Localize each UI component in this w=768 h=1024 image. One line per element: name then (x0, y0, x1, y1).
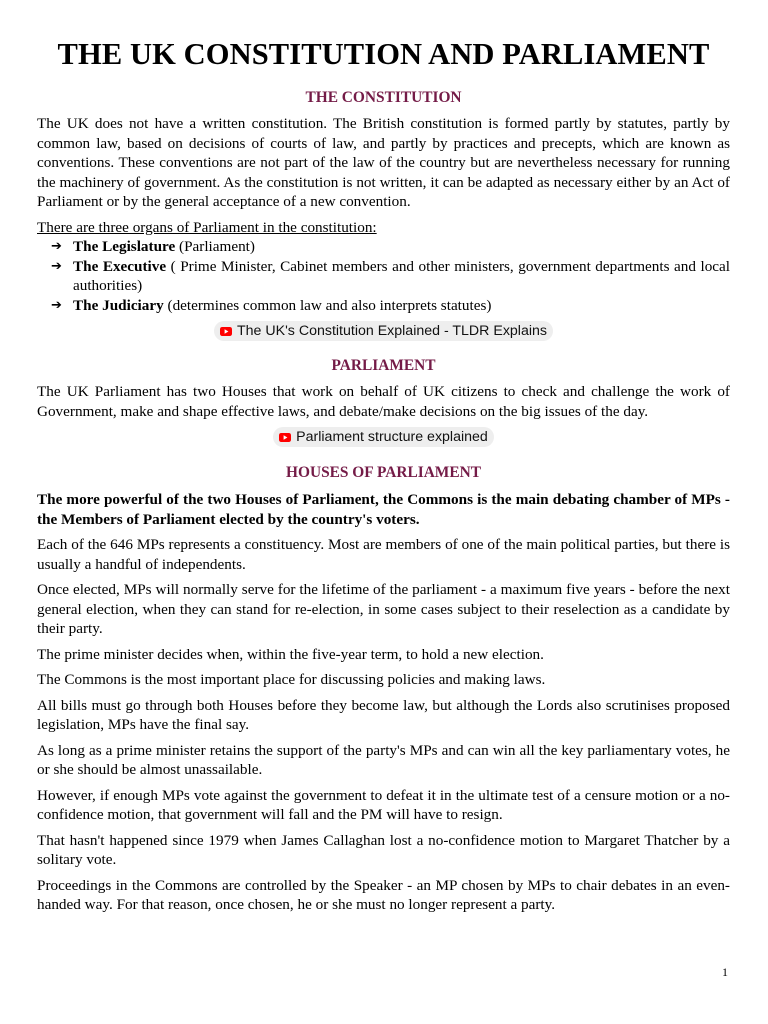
youtube-play-icon (220, 327, 232, 336)
organ-name: The Judiciary (73, 296, 164, 314)
organ-name: The Executive (73, 257, 167, 275)
organ-detail: ( Prime Minister, Cabinet members and other ministers, government departments and local authorities) (73, 257, 730, 294)
houses-paragraph: That hasn't happened since 1979 when James Callaghan lost a no-confidence motion to Margaret Thatcher by a solitary vote. (37, 831, 730, 868)
arrow-right-icon: ➔ (51, 258, 62, 274)
houses-paragraph: The prime minister decides when, within the five-year term, to hold a new election. (37, 645, 544, 663)
document-title: THE UK CONSTITUTION AND PARLIAMENT (57, 37, 710, 71)
organs-intro: There are three organs of Parliament in the constitution: (37, 218, 377, 236)
arrow-right-icon: ➔ (51, 297, 62, 313)
youtube-play-icon (279, 433, 291, 442)
section-heading-constitution: THE CONSTITUTION (305, 89, 462, 106)
houses-paragraph: All bills must go through both Houses before they become law, but although the Lords also scrutinises proposed legislation, MPs have the final say. (37, 696, 730, 733)
section-heading-houses: HOUSES OF PARLIAMENT (286, 464, 481, 481)
parliament-paragraph: The UK Parliament has two Houses that work on behalf of UK citizens to check and challenge the work of Government, make and shape effective laws, and debate/make decisions on the big issues of the day. (37, 383, 730, 420)
houses-lead-paragraph: The more powerful of the two Houses of Parliament, the Commons is the main debating chamber of MPs - the Members of Parliament elected by the country's voters. (37, 491, 730, 528)
organ-detail: (determines common law and also interprets statutes) (163, 296, 492, 314)
organs-list (37, 237, 730, 315)
arrow-right-icon: ➔ (51, 239, 62, 254)
organ-detail: (Parliament) (175, 238, 255, 255)
organ-item-judiciary (37, 296, 730, 316)
houses-paragraph: However, if enough MPs vote against the government to defeat it in the ultimate test of a censure motion or a no-confidence motion, that government will fall and the PM will have to resign. (37, 786, 730, 823)
houses-paragraph: Once elected, MPs will normally serve for the lifetime of the parliament - a maximum five years - before the next general election, when they can stand for re-election, in some cases subject to their reselection as a candidate by their party. (37, 581, 730, 637)
video-chip-row (37, 427, 730, 449)
organ-item-executive (37, 257, 730, 296)
video-chip-row (37, 321, 730, 343)
document-page (37, 0, 730, 915)
organ-name: The Legislature (73, 238, 176, 255)
organ-item-legislature (37, 237, 730, 257)
parliament-video-link[interactable] (273, 427, 494, 447)
section-heading-parliament: PARLIAMENT (331, 357, 436, 374)
video-link-label: Parliament structure explained (296, 429, 488, 445)
constitution-intro-paragraph: The UK does not have a written constitution. The British constitution is formed partly by statutes, partly by common law, based on decisions of courts of law, and partly by practices and precepts, which are known as conventions. These conventions are not part of the law of the country but are nevertheless necessary for running the machinery of government. As the constitution is not written, it can be adapted as necessary either by an Act of Parliament or by the general acceptance of a new convention. (37, 115, 730, 210)
houses-paragraph: Proceedings in the Commons are controlled by the Speaker - an MP chosen by MPs to chair debates in an even-handed way. For that reason, once chosen, he or she must no longer represent a party. (37, 876, 730, 913)
video-link-label: The UK's Constitution Explained - TLDR Explains (237, 323, 547, 339)
houses-paragraph: Each of the 646 MPs represents a constituency. Most are members of one of the main political parties, but there is usually a handful of independents. (37, 536, 730, 573)
page-number: 1 (722, 965, 728, 979)
houses-paragraph: The Commons is the most important place for discussing policies and making laws. (37, 671, 546, 688)
constitution-video-link[interactable] (214, 321, 553, 341)
houses-paragraph: As long as a prime minister retains the support of the party's MPs and can win all the key parliamentary votes, he or she should be almost unassailable. (37, 741, 730, 778)
